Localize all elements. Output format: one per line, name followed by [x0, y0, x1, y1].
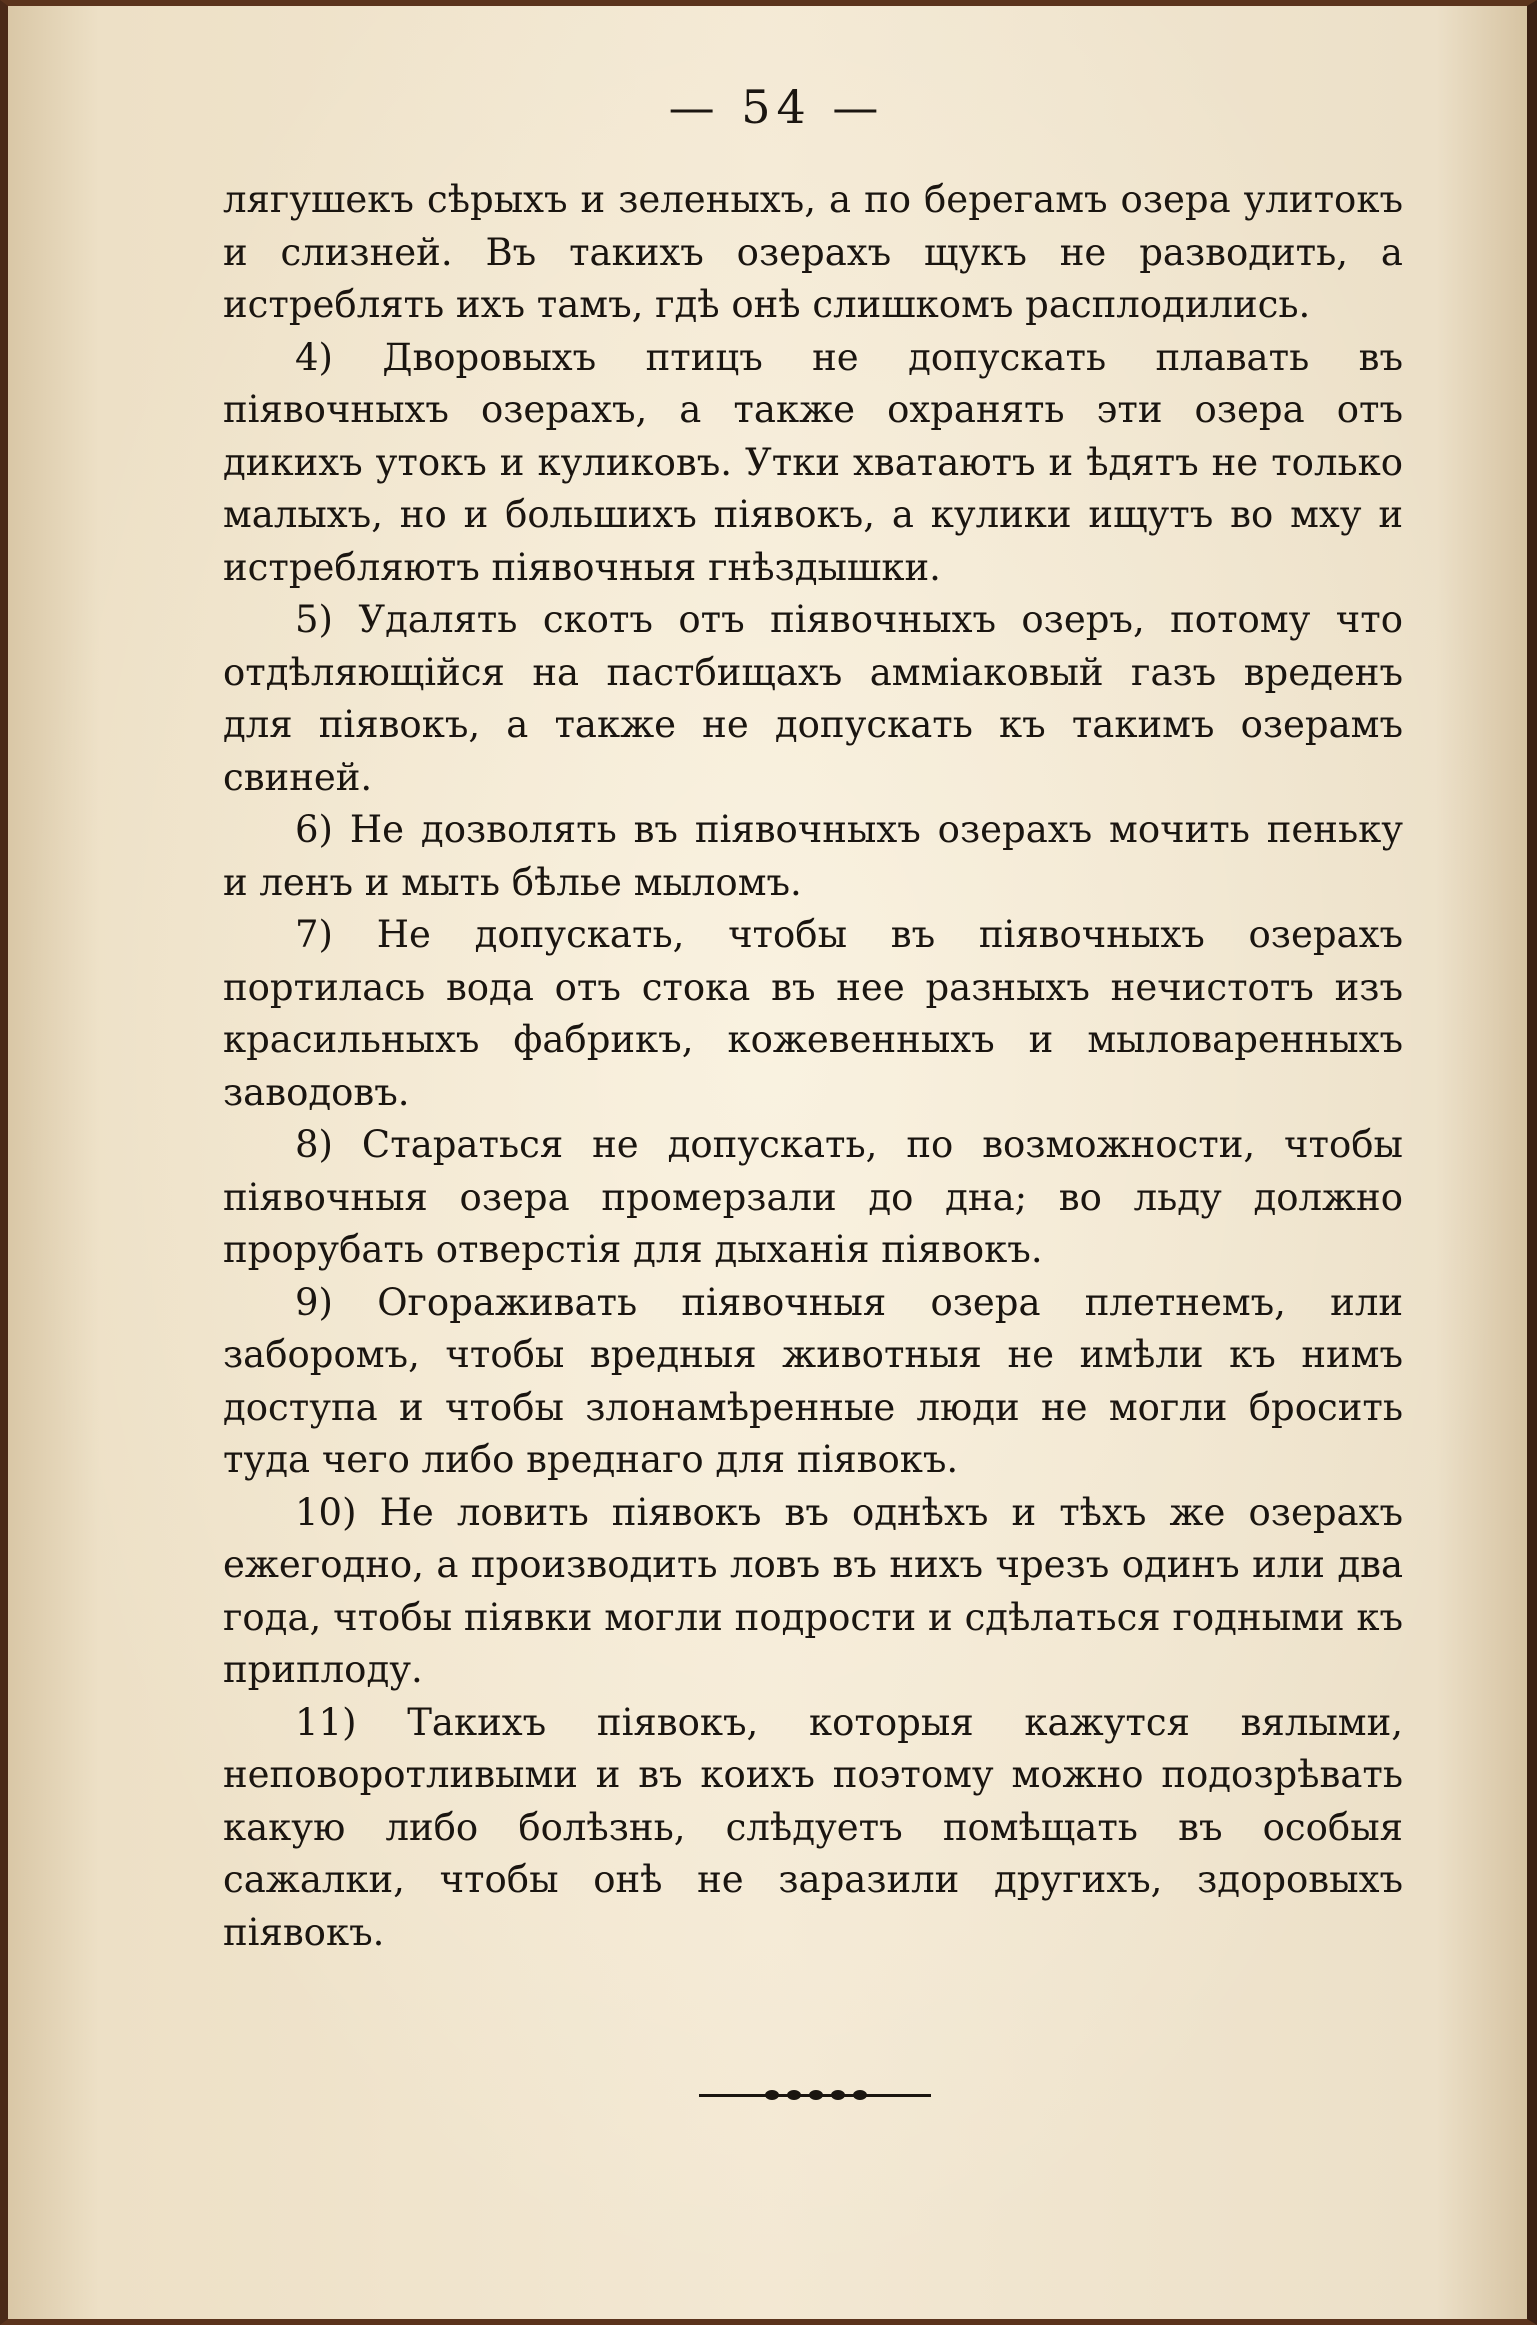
ornament-dot — [831, 2090, 845, 2100]
body-text — [223, 174, 1403, 1959]
paragraph-continuation: лягушекъ сѣрыхъ и зеленыхъ, а по берегамъ озера улитокъ и слизней. Въ такихъ озерахъ щукъ не разводить, а истреблять ихъ тамъ, гдѣ онѣ слишкомъ расплодились. — [223, 178, 1403, 326]
paragraph-item-7: 7) Не допускать, чтобы въ піявочныхъ озерахъ портилась вода отъ стока въ нее разныхъ нечистотъ изъ красильныхъ фабрикъ, кожевенныхъ и мыловаренныхъ заводовъ. — [223, 913, 1403, 1114]
ornament-dot — [809, 2090, 823, 2100]
end-ornament-rule — [699, 2089, 931, 2101]
ornament-dot — [853, 2090, 867, 2100]
paragraph-item-10: 10) Не ловить піявокъ въ однѣхъ и тѣхъ же озерахъ ежегодно, а производить ловъ въ нихъ чрезъ одинъ или два года, чтобы піявки могли подрости и сдѣлаться годными къ приплоду. — [223, 1490, 1403, 1691]
paragraph-item-9: 9) Огораживать піявочныя озера плетнемъ, или заборомъ, чтобы вредныя животныя не имѣли къ нимъ доступа и чтобы злонамѣренные люди не могли бросить туда чего либо вреднаго для піявокъ. — [223, 1280, 1403, 1481]
paragraph-item-8: 8) Стараться не допускать, по возможности, чтобы піявочныя озера промерзали до дна; во льду должно прорубать отверстія для дыханія піявокъ. — [223, 1123, 1403, 1271]
paragraph-item-6: 6) Не дозволять въ піявочныхъ озерахъ мочить пеньку и ленъ и мыть бѣлье мыломъ. — [223, 808, 1403, 904]
ornament-dot — [765, 2090, 779, 2100]
paragraph-item-11: 11) Такихъ піявокъ, которыя кажутся вялыми, неповоротливыми и въ коихъ поэтому можно подозрѣвать какую либо болѣзнь, слѣдуетъ помѣщать въ особыя сажалки, чтобы онѣ не заразили другихъ, здоровыхъ піявокъ. — [223, 1700, 1403, 1954]
paragraph-item-5: 5) Удалять скотъ отъ піявочныхъ озеръ, потому что отдѣляющійся на пастбищахъ амміаковый газъ вреденъ для піявокъ, а также не допускать къ такимъ озерамъ свиней. — [223, 598, 1403, 799]
ornament-dot — [787, 2090, 801, 2100]
page-number: — 54 — — [668, 80, 885, 134]
paragraph-item-4: 4) Дворовыхъ птицъ не допускать плавать въ піявочныхъ озерахъ, а также охранять эти озера отъ дикихъ утокъ и куликовъ. Утки хватаютъ и ѣдятъ не только малыхъ, но и большихъ піявокъ, а кулики ищутъ во мху и истребляютъ піявочныя гнѣздышки. — [223, 335, 1403, 589]
